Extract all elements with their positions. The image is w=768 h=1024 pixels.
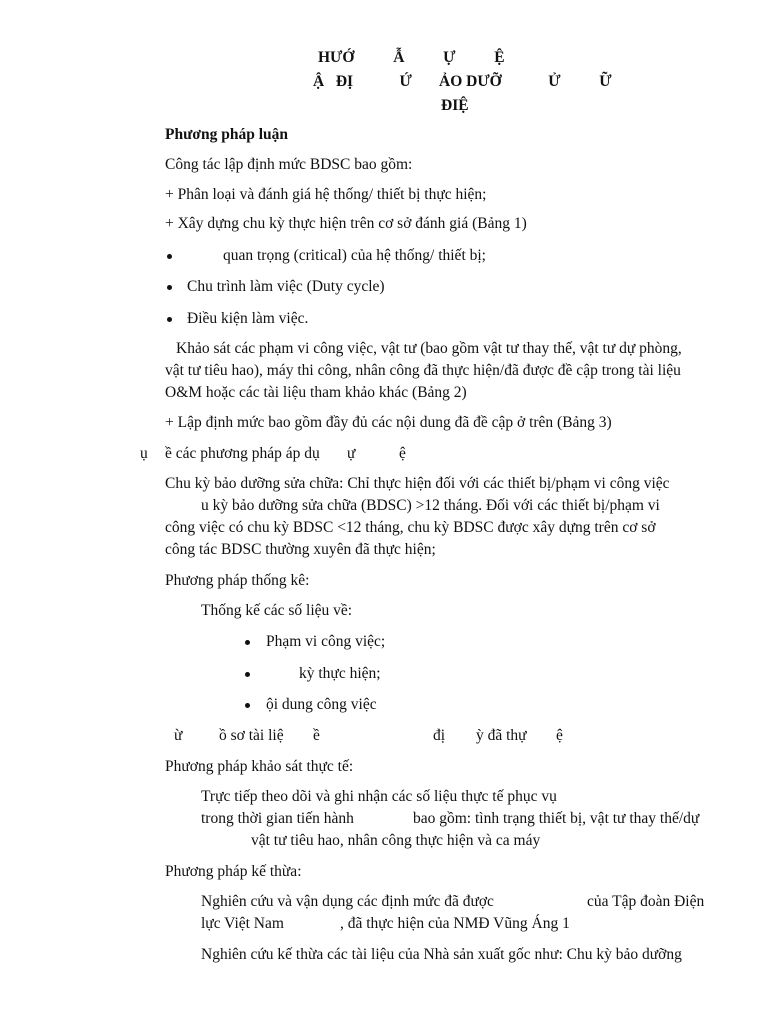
field-line-2a: trong thời gian tiến hành [201, 810, 354, 827]
heading-line-3: ĐIỆ [441, 97, 469, 114]
field-title: Phương pháp khảo sát thực tế: [165, 758, 354, 775]
inherit-title: Phương pháp kế thừa: [165, 863, 302, 880]
statistics-title: Phương pháp thống kê: [165, 572, 310, 589]
statistics-source-f: ệ [556, 727, 563, 744]
inherit-line-1b: của Tập đoàn Điện [587, 893, 705, 910]
statistics-item-2: kỳ thực hiện; [299, 665, 381, 682]
intro-text: Công tác lập định mức BDSC bao gồm: [165, 156, 413, 173]
heading-line-2: Ậ ĐỊ Ứ ẢO DƯỠ Ử Ữ [313, 73, 612, 90]
criteria-item-1: quan trọng (critical) của hệ thống/ thiết bị; [223, 247, 486, 264]
step-3: + Lập định mức bao gồm đầy đủ các nội dung đã đề cập ở trên (Bảng 3) [165, 414, 612, 431]
bullet-icon [167, 317, 172, 322]
survey-line-3: O&M hoặc các tài liệu tham khảo khác (Bảng 2) [165, 384, 467, 401]
statistics-item-1: Phạm vi công việc; [266, 633, 386, 650]
bullet-icon [245, 672, 250, 677]
survey-line-2: vật tư tiêu hao), máy thi công, nhân công đã thực hiện/đã được đề cập trong tài liệu [165, 362, 681, 379]
step-1: + Phân loại và đánh giá hệ thống/ thiết bị thực hiện; [165, 186, 487, 203]
step-2: + Xây dựng chu kỳ thực hiện trên cơ sở đánh giá (Bảng 1) [165, 215, 527, 232]
statistics-source-b: ồ sơ tài liệ [219, 727, 284, 744]
inherit-line-2b: , đã thực hiện của NMĐ Vũng Áng 1 [340, 915, 570, 932]
field-line-2b: bao gồm: tình trạng thiết bị, vật tư thay thế/dự [413, 810, 700, 827]
methods-heading-part-b: ề các phương pháp áp dụ [165, 445, 320, 462]
criteria-item-2: Chu trình làm việc (Duty cycle) [187, 278, 385, 295]
cycle-line-4: công tác BDSC thường xuyên đã thực hiện; [165, 541, 436, 558]
statistics-source-a: ừ [174, 727, 183, 744]
statistics-lead: Thống kế các số liệu về: [201, 602, 353, 619]
inherit-line-3: Nghiên cứu kế thừa các tài liệu của Nhà sản xuất gốc như: Chu kỳ bảo dưỡng [201, 946, 682, 963]
bullet-icon [167, 254, 172, 259]
cycle-line-3: công việc có chu kỳ BDSC <12 tháng, chu kỳ BDSC được xây dựng trên cơ sở [165, 519, 656, 536]
inherit-line-2a: lực Việt Nam [201, 915, 284, 932]
field-line-1: Trực tiếp theo dõi và ghi nhận các số liệu thực tế phục vụ [201, 788, 557, 805]
statistics-source-d: đị [433, 727, 446, 744]
methods-heading-part-d: ệ [399, 445, 406, 462]
section-title: Phương pháp luận [165, 126, 289, 143]
bullet-icon [245, 640, 250, 645]
inherit-line-1a: Nghiên cứu và vận dụng các định mức đã được [201, 893, 494, 910]
methods-heading-part-a: ụ [140, 445, 148, 462]
bullet-icon [245, 703, 250, 708]
cycle-line-1: Chu kỳ bảo dưỡng sửa chữa: Chỉ thực hiện đối với các thiết bị/phạm vi công việc [165, 475, 670, 492]
bullet-icon [167, 285, 172, 290]
survey-line-1: Khảo sát các phạm vi công việc, vật tư (bao gồm vật tư thay thế, vật tư dự phòng, [176, 340, 682, 357]
statistics-source-c: ề [313, 727, 320, 744]
cycle-line-2: u kỳ bảo dưỡng sửa chữa (BDSC) >12 tháng. Đối với các thiết bị/phạm vi [201, 497, 660, 514]
methods-heading-part-c: ự [347, 445, 356, 462]
field-line-3: vật tư tiêu hao, nhân công thực hiện và ca máy [251, 832, 541, 849]
statistics-source-e: ỳ đã thự [476, 727, 527, 744]
statistics-item-3: ội dung công việc [266, 696, 377, 713]
criteria-item-3: Điều kiện làm việc. [187, 310, 309, 327]
heading-line-1: HƯỚ Ẫ Ự Ệ [318, 49, 505, 66]
